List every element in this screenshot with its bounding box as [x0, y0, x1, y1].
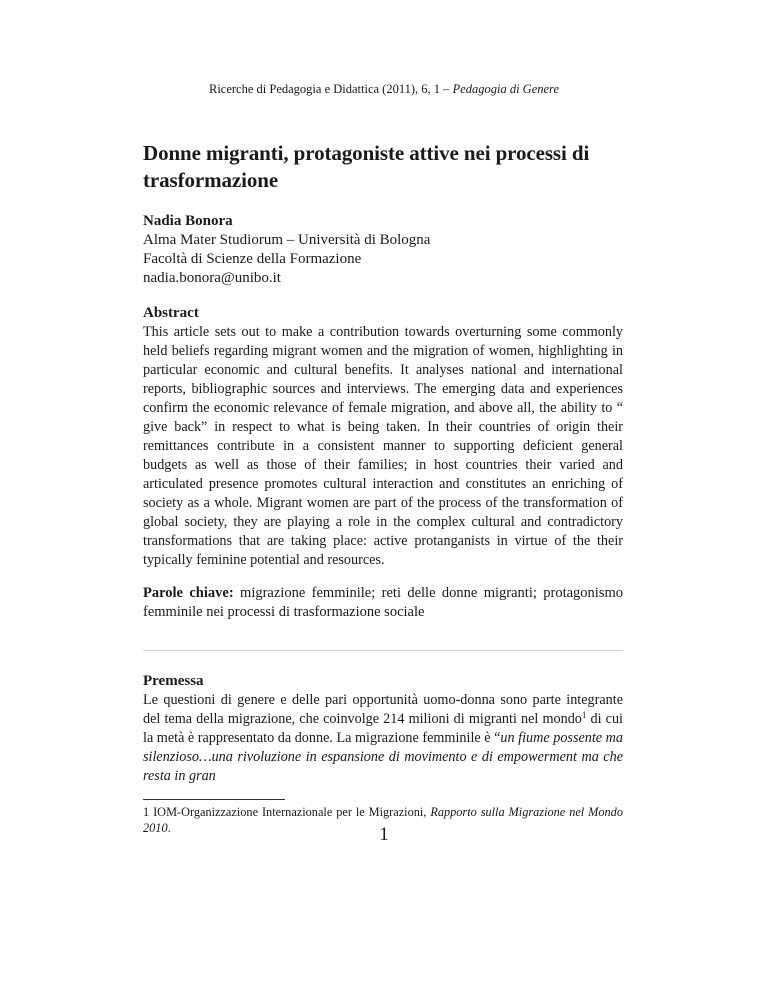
- premessa-quote: un fiume possente ma silenzioso…una rivoluzione in espansione di movimento e di empowerment ma che resta in gran: [143, 730, 623, 784]
- premessa-heading: Premessa: [143, 673, 204, 689]
- footnote-text: IOM-Organizzazione Internazionale per le Migrazioni,: [149, 805, 431, 819]
- journal-section: Pedagogia di Genere: [452, 82, 559, 96]
- premessa-text-start: Le questioni di genere e delle pari opportunità uomo-donna sono parte integrante del tema della migrazione, che coinvolge 214 milioni di migranti nel mondo: [143, 692, 623, 727]
- premessa-text-middle: di cui la metà è rappresentato da donne. La migrazione femminile è “: [143, 711, 623, 746]
- footnote-end: .: [167, 821, 171, 835]
- author-affiliation: Alma Mater Studiorum – Università di Bologna: [143, 232, 431, 248]
- journal-citation: Ricerche di Pedagogia e Didattica (2011), 6, 1 –: [208, 82, 453, 96]
- author-name: Nadia Bonora: [143, 213, 233, 229]
- author-faculty: Facoltà di Scienze della Formazione: [143, 251, 362, 267]
- keywords-label: Parole chiave:: [143, 585, 234, 601]
- footnote-title: Rapporto sulla Migrazione nel Mondo 2010: [143, 805, 623, 835]
- page-number: 1: [379, 824, 389, 845]
- article-title: Donne migranti, protagoniste attive nei processi di trasformazione: [143, 141, 590, 192]
- footnote-reference[interactable]: 1: [581, 710, 587, 720]
- running-header: [0, 82, 768, 97]
- author-block: [143, 212, 623, 288]
- article-content: [143, 140, 623, 836]
- footnote-number: 1: [143, 805, 150, 819]
- footnote-rule: [143, 799, 285, 800]
- keywords-text: migrazione femminile; reti delle donne migranti; protagonismo femminile nei processi di trasformazione sociale: [143, 585, 623, 620]
- section-separator: [143, 650, 623, 651]
- abstract-heading: Abstract: [143, 305, 199, 321]
- keywords: [143, 584, 623, 622]
- premessa-paragraph: [143, 691, 623, 786]
- author-email[interactable]: nadia.bonora@unibo.it: [143, 270, 281, 286]
- abstract-text: This article sets out to make a contribution towards overturning some commonly held beliefs regarding migrant women and the migration of women, highlighting in particular economic and cultural benefits. It analyses national and international reports, bibliographic sources and interviews. The emerging data and experiences confirm the economic relevance of female migration, and above all, the ability to “ give back” in respect to what is being taken. In their countries of origin their remittances contribute in a consistent manner to supporting deficient general budgets as well as those of their families; in host countries their varied and articulated presence promotes cultural interaction and constitutes an enriching of society as a whole. Migrant women are part of the process of the transformation of global society, they are playing a role in the complex cultural and contradictory transformations that are taking place: active protanganists in virtue of the their typically feminine potential and resources.: [143, 324, 623, 568]
